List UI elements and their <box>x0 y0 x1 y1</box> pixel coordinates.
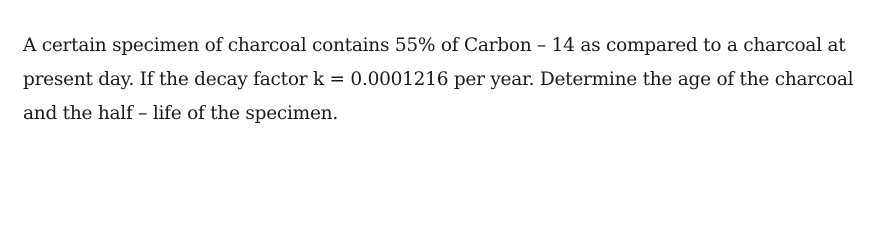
problem-line-3: and the half – life of the specimen. <box>23 103 338 124</box>
problem-text <box>23 33 873 135</box>
problem-line-2: present day. If the decay factor k = 0.0001216 per year. Determine the age of the charcoal <box>23 69 854 90</box>
problem-line-1: A certain specimen of charcoal contains 55% of Carbon – 14 as compared to a charcoal at <box>23 35 846 56</box>
